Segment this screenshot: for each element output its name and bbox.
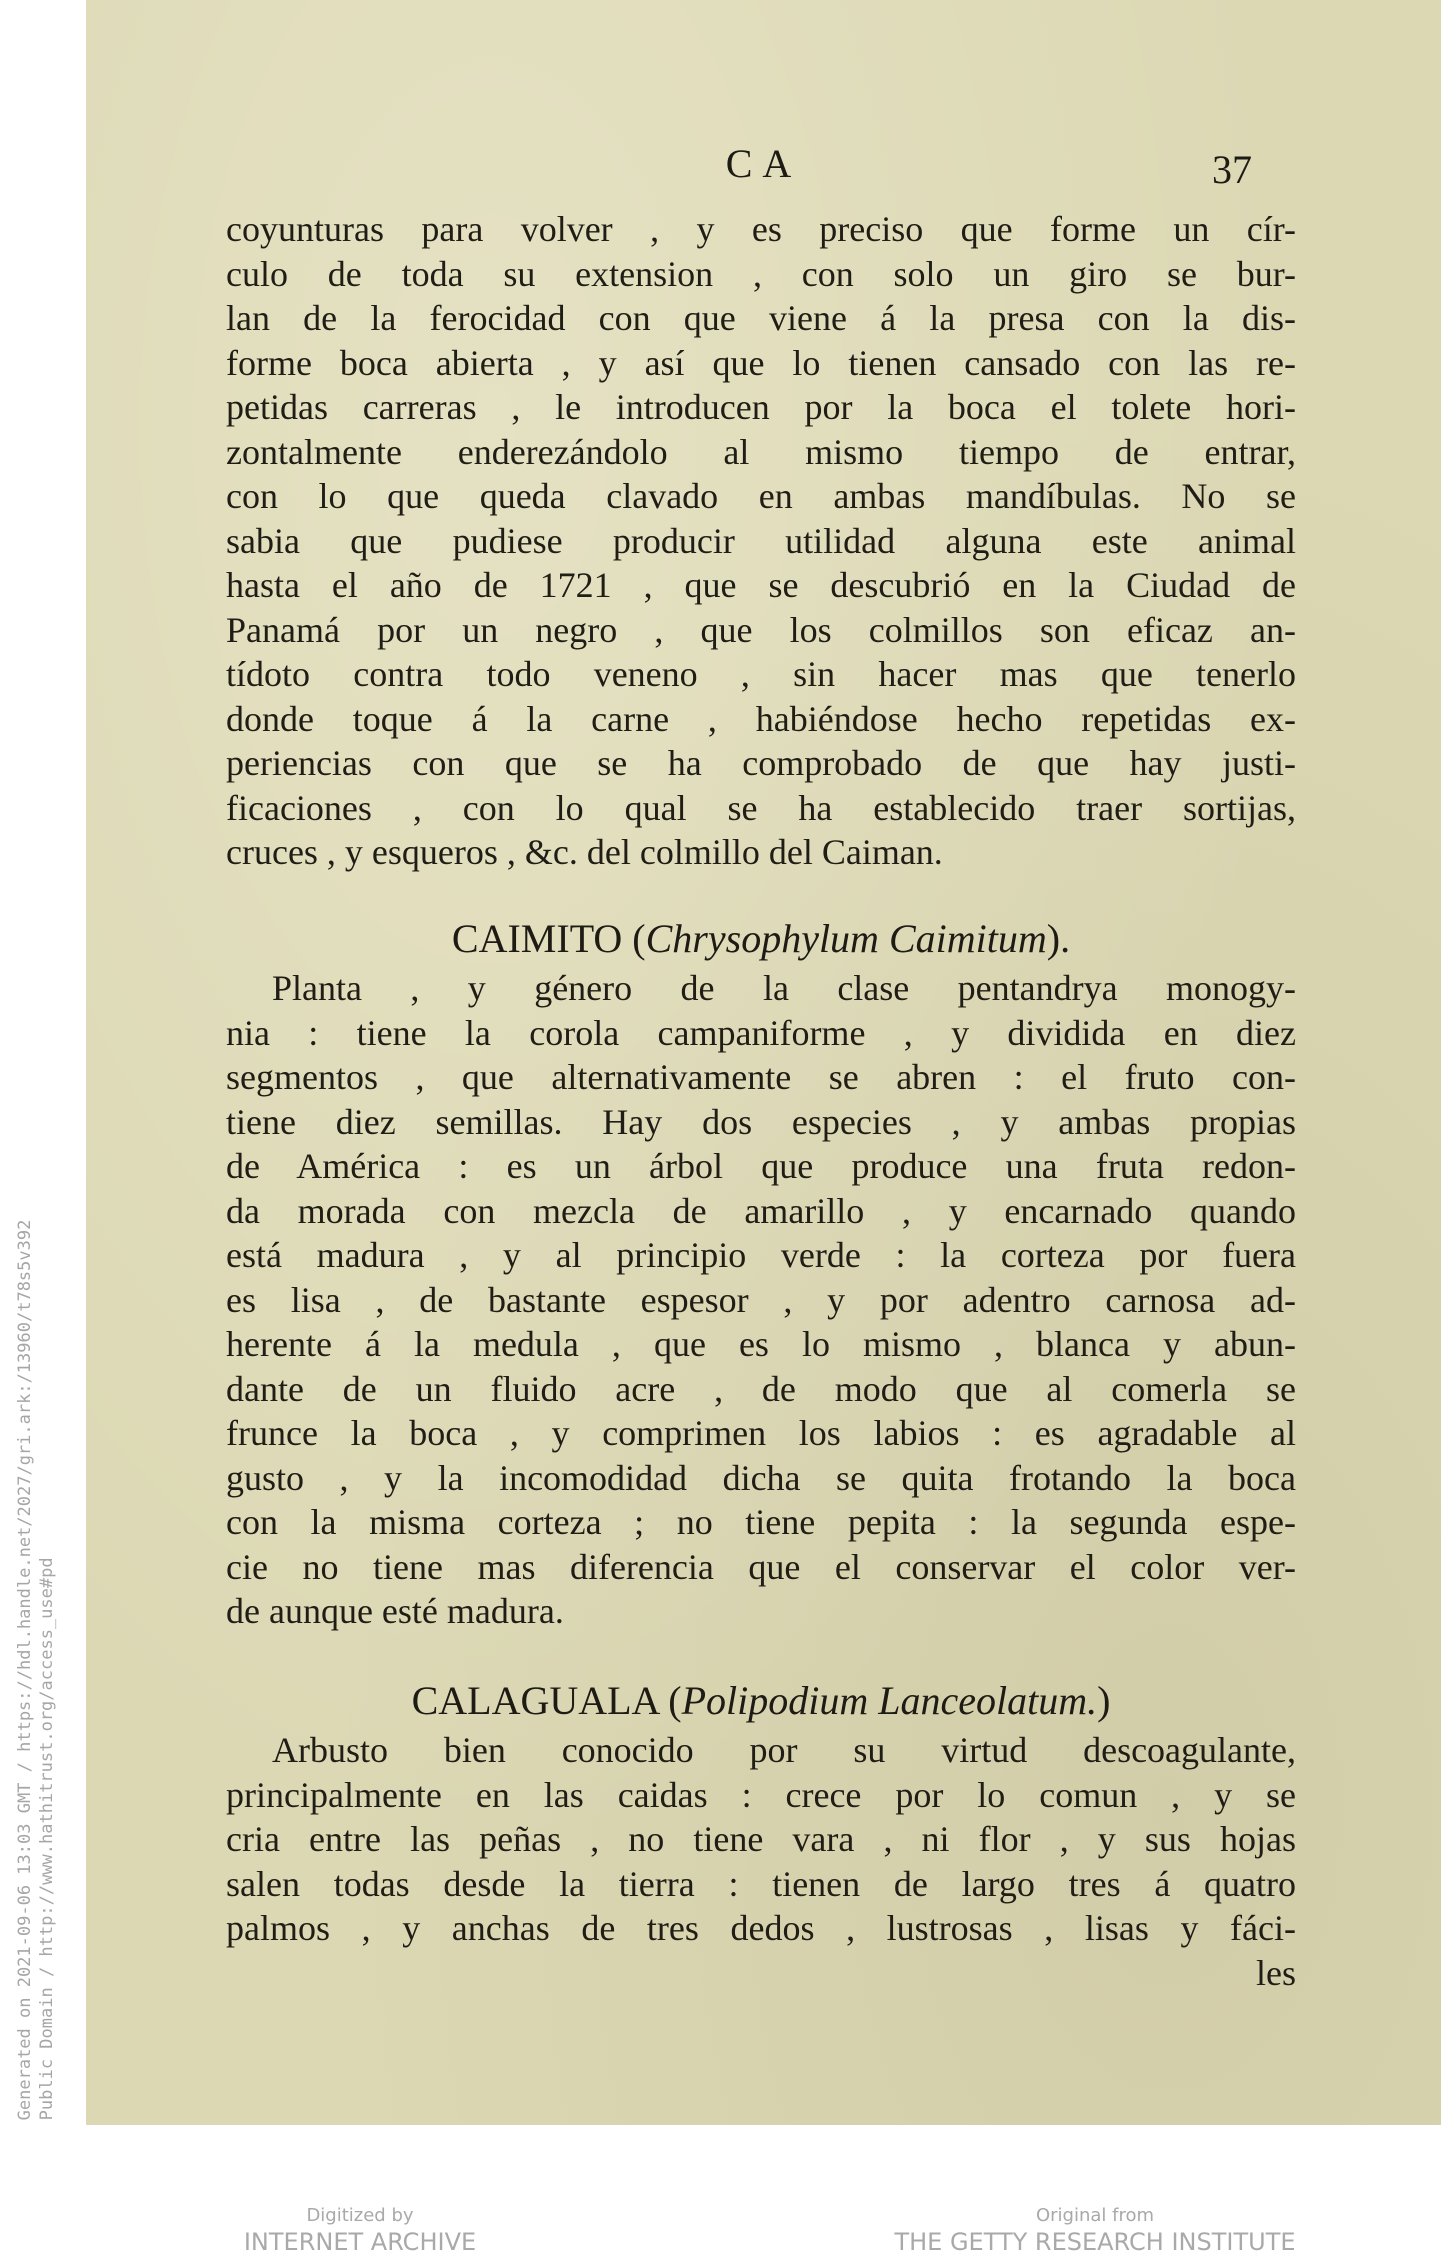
text-line: tiene diez semillas. Hay dos especies , y ambas propias [226,1101,1296,1142]
text-line: está madura , y al principio verde : la corteza por fuera [226,1235,1296,1275]
paren-open: ( [632,916,646,961]
hathitrust-stamp [0,1100,72,2240]
paragraph-caimito [226,966,1296,1634]
page-number: 37 [1212,147,1252,192]
text-line: lan de la ferocidad con que viene á la presa con la dis- [226,298,1296,338]
text-line: tídoto contra todo veneno , sin hacer mas que tenerlo [226,654,1296,694]
text-line: principalmente en las caidas : crece por lo comun , y se [226,1774,1296,1815]
text-line: de América : es un árbol que produce una fruta redon- [226,1146,1296,1186]
text-line: Planta , y género de la clase pentandrya monogy- [272,968,1296,1008]
text-line: frunce la boca , y comprimen los labios : es agradable al [226,1413,1296,1453]
text-line: periencias con que se ha comprobado de que hay justi- [226,743,1296,783]
text-line: petidas carreras , le introducen por la boca el tolete hori- [226,387,1296,427]
text-line: sabia que pudiese producir utilidad alguna este animal [226,520,1296,561]
text-line: de aunque esté madura. [226,1591,564,1631]
footer-label: Digitized by [306,2205,414,2226]
text-line: Panamá por un negro , que los colmillos son eficaz an- [226,609,1296,650]
paren-close: ). [1046,916,1071,961]
paren-close: ) [1097,1678,1111,1723]
text-line: coyunturas para volver , y es preciso que forme un cír- [226,209,1296,249]
scientific-name: Polipodium Lanceolatum. [681,1678,1098,1723]
text-line: zontalmente enderezándolo al mismo tiempo de entrar, [226,431,1296,472]
text-line: hasta el año de 1721 , que se descubrió en la Ciudad de [226,565,1296,605]
running-header: CA [725,141,802,186]
text-line: cria entre las peñas , no tiene vara , ni flor , y sus hojas [226,1819,1296,1859]
entry-heading-caimito [226,915,1296,962]
entry-term: CALAGUALA [411,1678,659,1723]
text-line: gusto , y la incomodidad dicha se quita frotando la boca [226,1457,1296,1498]
text-line: Arbusto bien conocido por su virtud descoagulante, [272,1730,1296,1770]
text-line: segmentos , que alternativamente se abren : el fruto con- [226,1057,1296,1097]
footer-digitized-by [215,2205,505,2257]
text-line: ficaciones , con lo qual se ha establecido traer sortijas, [226,787,1296,828]
footer-internet-archive: INTERNET ARCHIVE [243,2228,477,2256]
catchword: les [1256,1952,1296,1993]
entry-heading-calaguala [226,1677,1296,1724]
text-line: palmos , y anchas de tres dedos , lustrosas , lisas y fáci- [226,1908,1296,1948]
text-line: dante de un fluido acre , de modo que al comerla se [226,1368,1296,1409]
text-line: herente á la medula , que es lo mismo , blanca y abun- [226,1324,1296,1364]
text-line: con lo que queda clavado en ambas mandíbulas. No se [226,476,1296,516]
footer-getty: THE GETTY RESEARCH INSTITUTE [894,2228,1296,2256]
text-line: salen todas desde la tierra : tienen de largo tres á quatro [226,1863,1296,1904]
entry-term: CAIMITO [451,916,623,961]
text-line: con la misma corteza ; no tiene pepita : la segunda espe- [226,1502,1296,1542]
text-line: forme boca abierta , y así que lo tienen cansado con las re- [226,342,1296,383]
text-line: nia : tiene la corola campaniforme , y dividida en diez [226,1012,1296,1053]
text-line: culo de toda su extension , con solo un giro se bur- [226,253,1296,294]
paren-open: ( [668,1678,682,1723]
text-line: cie no tiene mas diferencia que el conservar el color ver- [226,1546,1296,1587]
text-line: es lisa , de bastante espesor , y por adentro carnosa ad- [226,1279,1296,1320]
scientific-name: Chrysophylum Caimitum [645,916,1047,961]
stamp-line-generated: Generated on 2021-09-06 13:03 GMT / https://hdl.handle.net/2027/gri.ark:/13960/t78s5v392 [15,1219,35,2121]
paragraph-caiman-continuation [226,207,1296,875]
paragraph-calaguala [226,1728,1296,1995]
text-line: cruces , y esqueros , &c. del colmillo del Caiman. [226,832,943,872]
scanned-page [86,0,1441,2125]
text-line: da morada con mezcla de amarillo , y encarnado quando [226,1190,1296,1231]
stamp-line-public-domain: Public Domain / http://www.hathitrust.org/access_use#pd [37,1557,57,2121]
footer-original-from [860,2205,1330,2257]
footer-label: Original from [1035,2205,1155,2226]
text-line: donde toque á la carne , habiéndose hecho repetidas ex- [226,698,1296,739]
